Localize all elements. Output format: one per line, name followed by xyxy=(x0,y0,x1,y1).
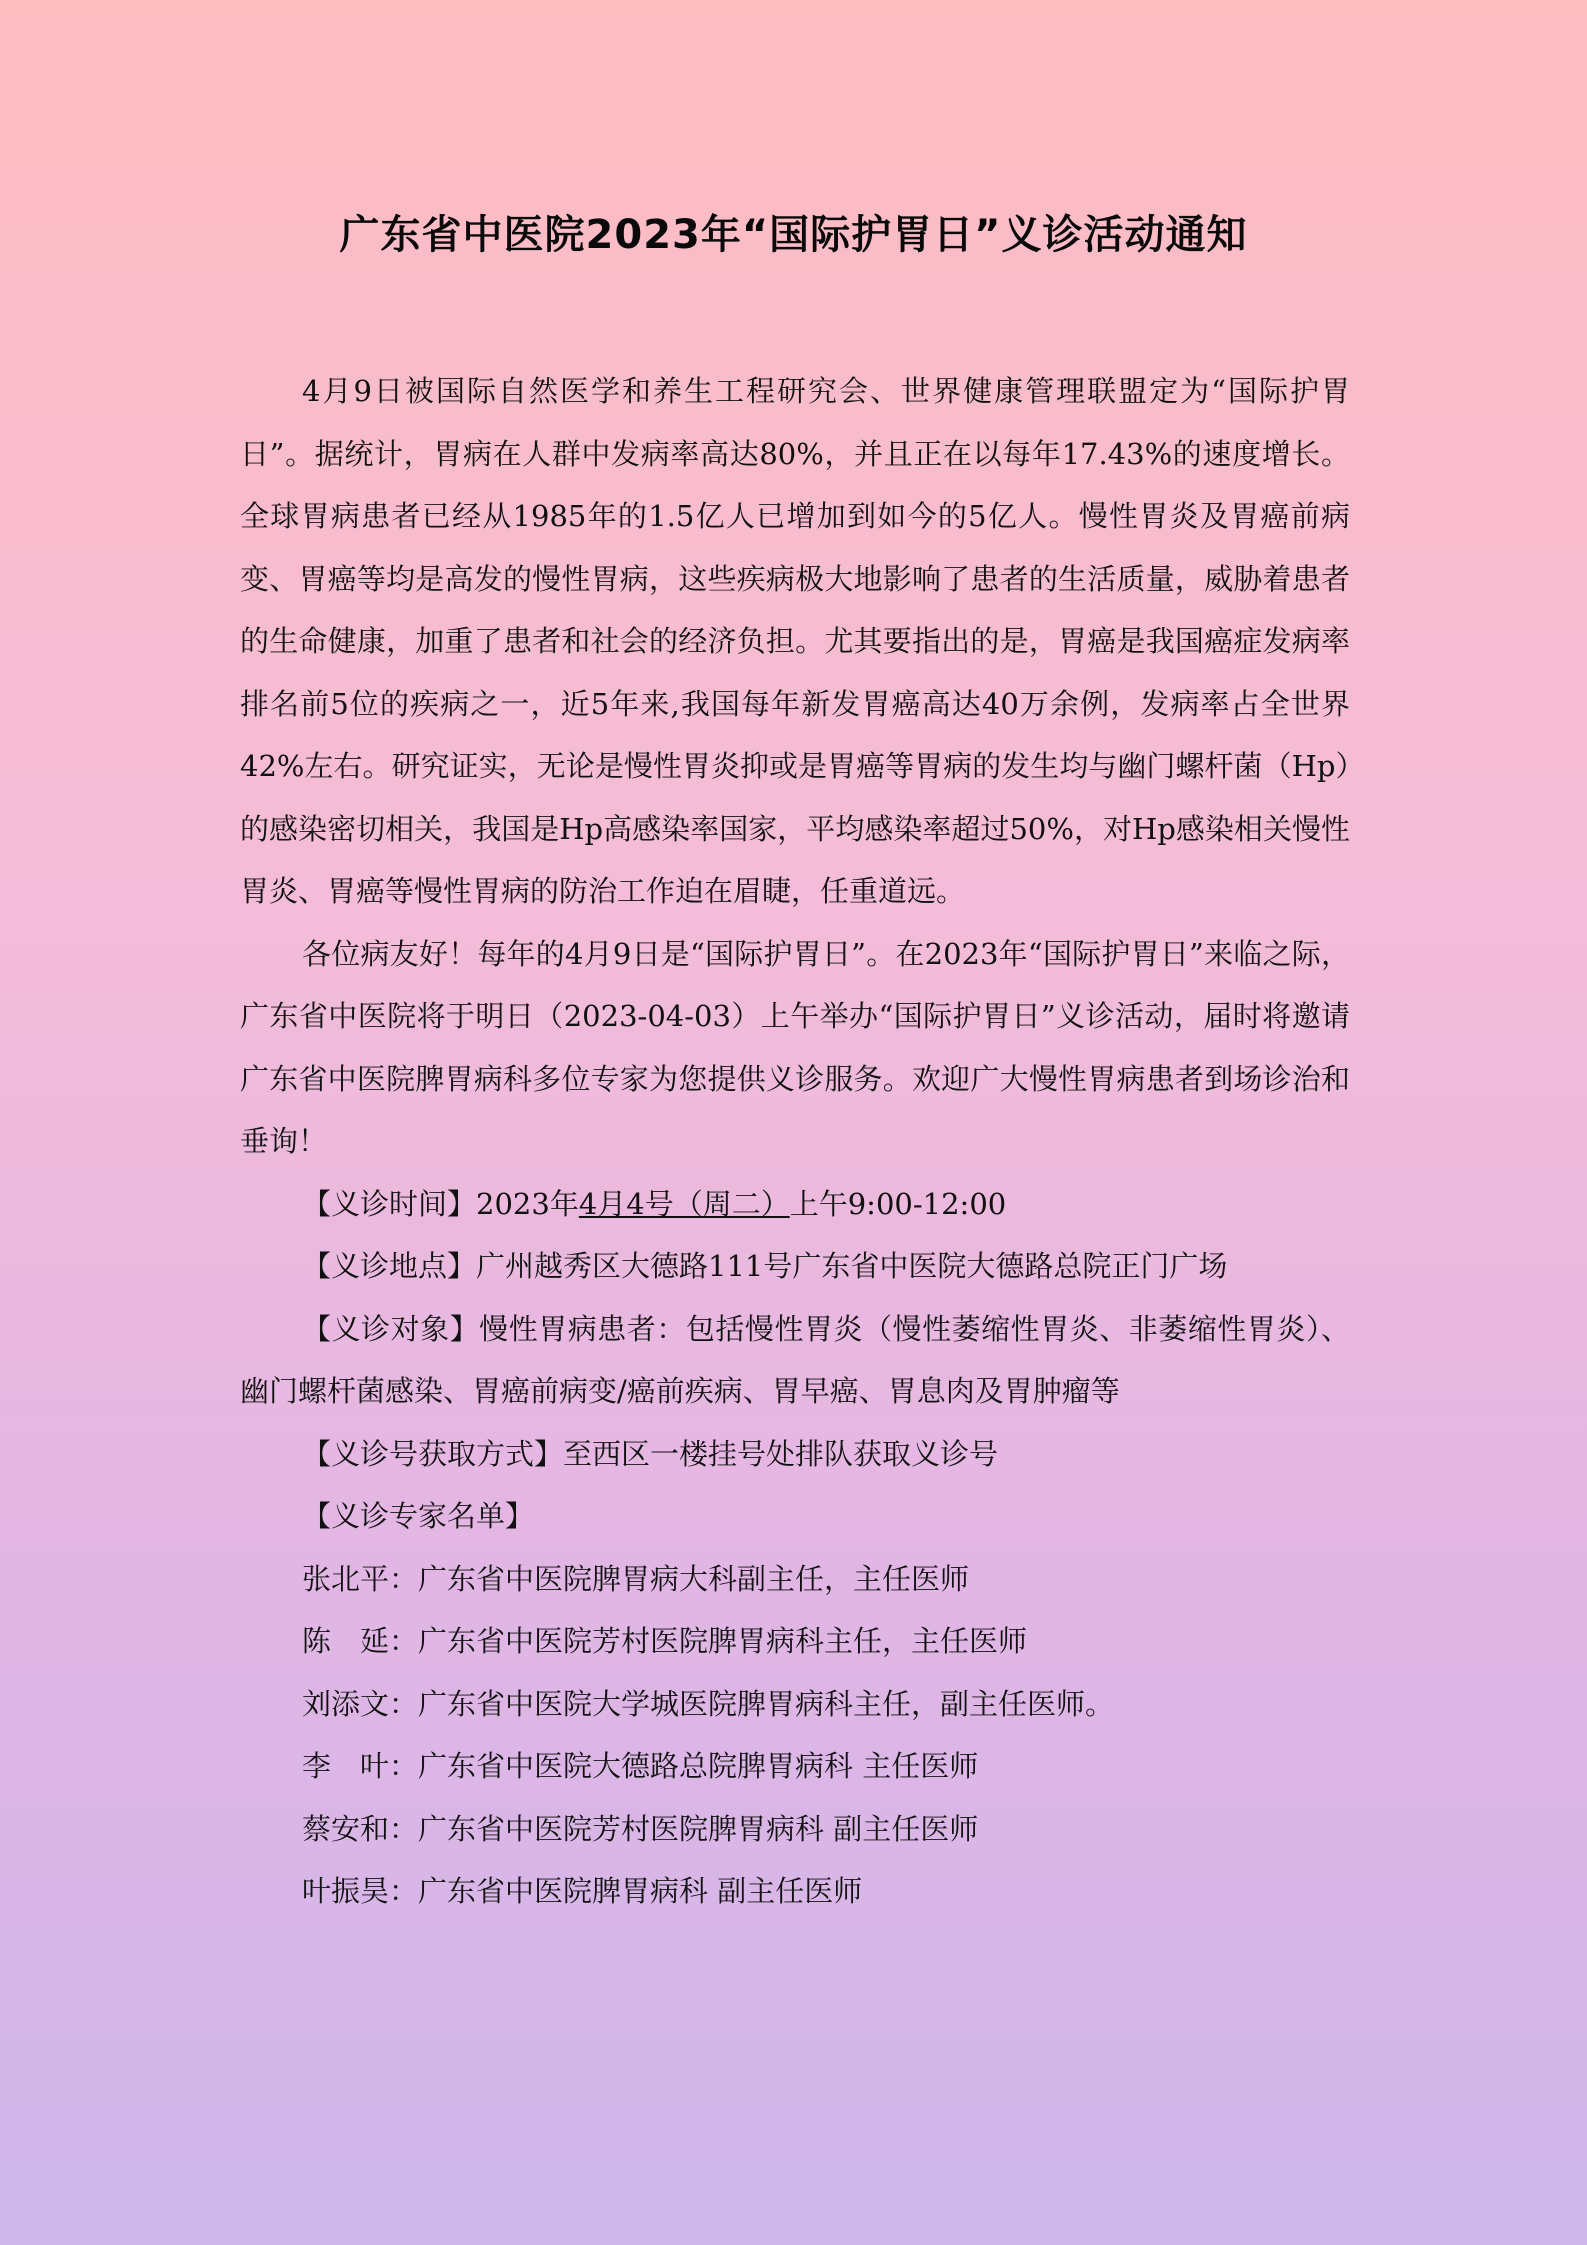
notice-title: 广东省中医院2023年“国际护胃日”义诊活动通知 xyxy=(339,212,1248,258)
intro-paragraph: 4月9日被国际自然医学和养生工程研究会、世界健康管理联盟定为“国际护胃日”。据统计，胃病在人群中发病率高达80%，并且正在以每年17.43%的速度增长。全球胃病患者已经从1985年的1.5亿人已增加到如今的5亿人。慢性胃炎及胃癌前病变、胃癌等均是高发的慢性胃病，这些疾病极大地影响了患者的生活质量，威胁着患者的生命健康，加重了患者和社会的经济负担。尤其要指出的是，胃癌是我国癌症发病率排名前5位的疾病之一，近5年来,我国每年新发胃癌高达40万余例，发病率占全世界42%左右。研究证实，无论是慢性胃炎抑或是胃癌等胃病的发生均与幽门螺杆菌（Hp）的感染密切相关，我国是Hp高感染率国家，平均感染率超过50%，对Hp感染相关慢性胃炎、胃癌等慢性胃病的防治工作迫在眉睫，任重道远。 xyxy=(240,374,1350,908)
target-label: 【义诊对象】 xyxy=(302,1311,480,1346)
expert-item: 李 叶：广东省中医院大德路总院脾胃病科 主任医师 xyxy=(302,1749,979,1783)
time-year: 2023年 xyxy=(476,1186,579,1221)
location-label: 【义诊地点】 xyxy=(302,1249,477,1283)
invite-paragraph: 各位病友好！每年的4月9日是“国际护胃日”。在2023年“国际护胃日”来临之际，广东省中医院将于明日（2023-04-03）上午举办“国际护胃日”义诊活动，届时将邀请广东省中医院脾胃病科多位专家为您提供义诊服务。欢迎广大慢性胃病患者到场诊治和垂询！ xyxy=(240,936,1350,1158)
ticket-label: 【义诊号获取方式】 xyxy=(302,1436,564,1471)
expert-item: 蔡安和：广东省中医院芳村医院脾胃病科 副主任医师 xyxy=(302,1811,979,1846)
ticket-line xyxy=(240,1423,1350,1486)
target-value: 慢性胃病患者：包括慢性胃炎（慢性萎缩性胃炎、非萎缩性胃炎）、幽门螺杆菌感染、胃癌前病变/癌前疾病、胃早癌、胃息肉及胃肿瘤等 xyxy=(240,1311,1350,1408)
location-line xyxy=(240,1235,1350,1298)
experts-heading: 【义诊专家名单】 xyxy=(302,1499,535,1533)
ticket-value: 至西区一楼挂号处排队获取义诊号 xyxy=(563,1436,999,1471)
time-line xyxy=(240,1173,1350,1236)
time-hours: 上午9:00-12:00 xyxy=(789,1186,1007,1221)
expert-item: 叶振昊：广东省中医院脾胃病科 副主任医师 xyxy=(302,1874,863,1908)
target-line xyxy=(240,1298,1350,1423)
notice-body xyxy=(240,360,1350,1923)
expert-item: 陈 延：广东省中医院芳村医院脾胃病科主任，主任医师 xyxy=(302,1624,1028,1658)
expert-item: 张北平：广东省中医院脾胃病大科副主任，主任医师 xyxy=(302,1561,970,1596)
time-date: 4月4号（周二） xyxy=(578,1186,790,1221)
location-value: 广州越秀区大德路111号广东省中医院大德路总院正门广场 xyxy=(476,1249,1228,1283)
time-label: 【义诊时间】 xyxy=(302,1186,477,1221)
expert-item: 刘添文：广东省中医院大学城医院脾胃病科主任，副主任医师。 xyxy=(302,1686,1115,1721)
